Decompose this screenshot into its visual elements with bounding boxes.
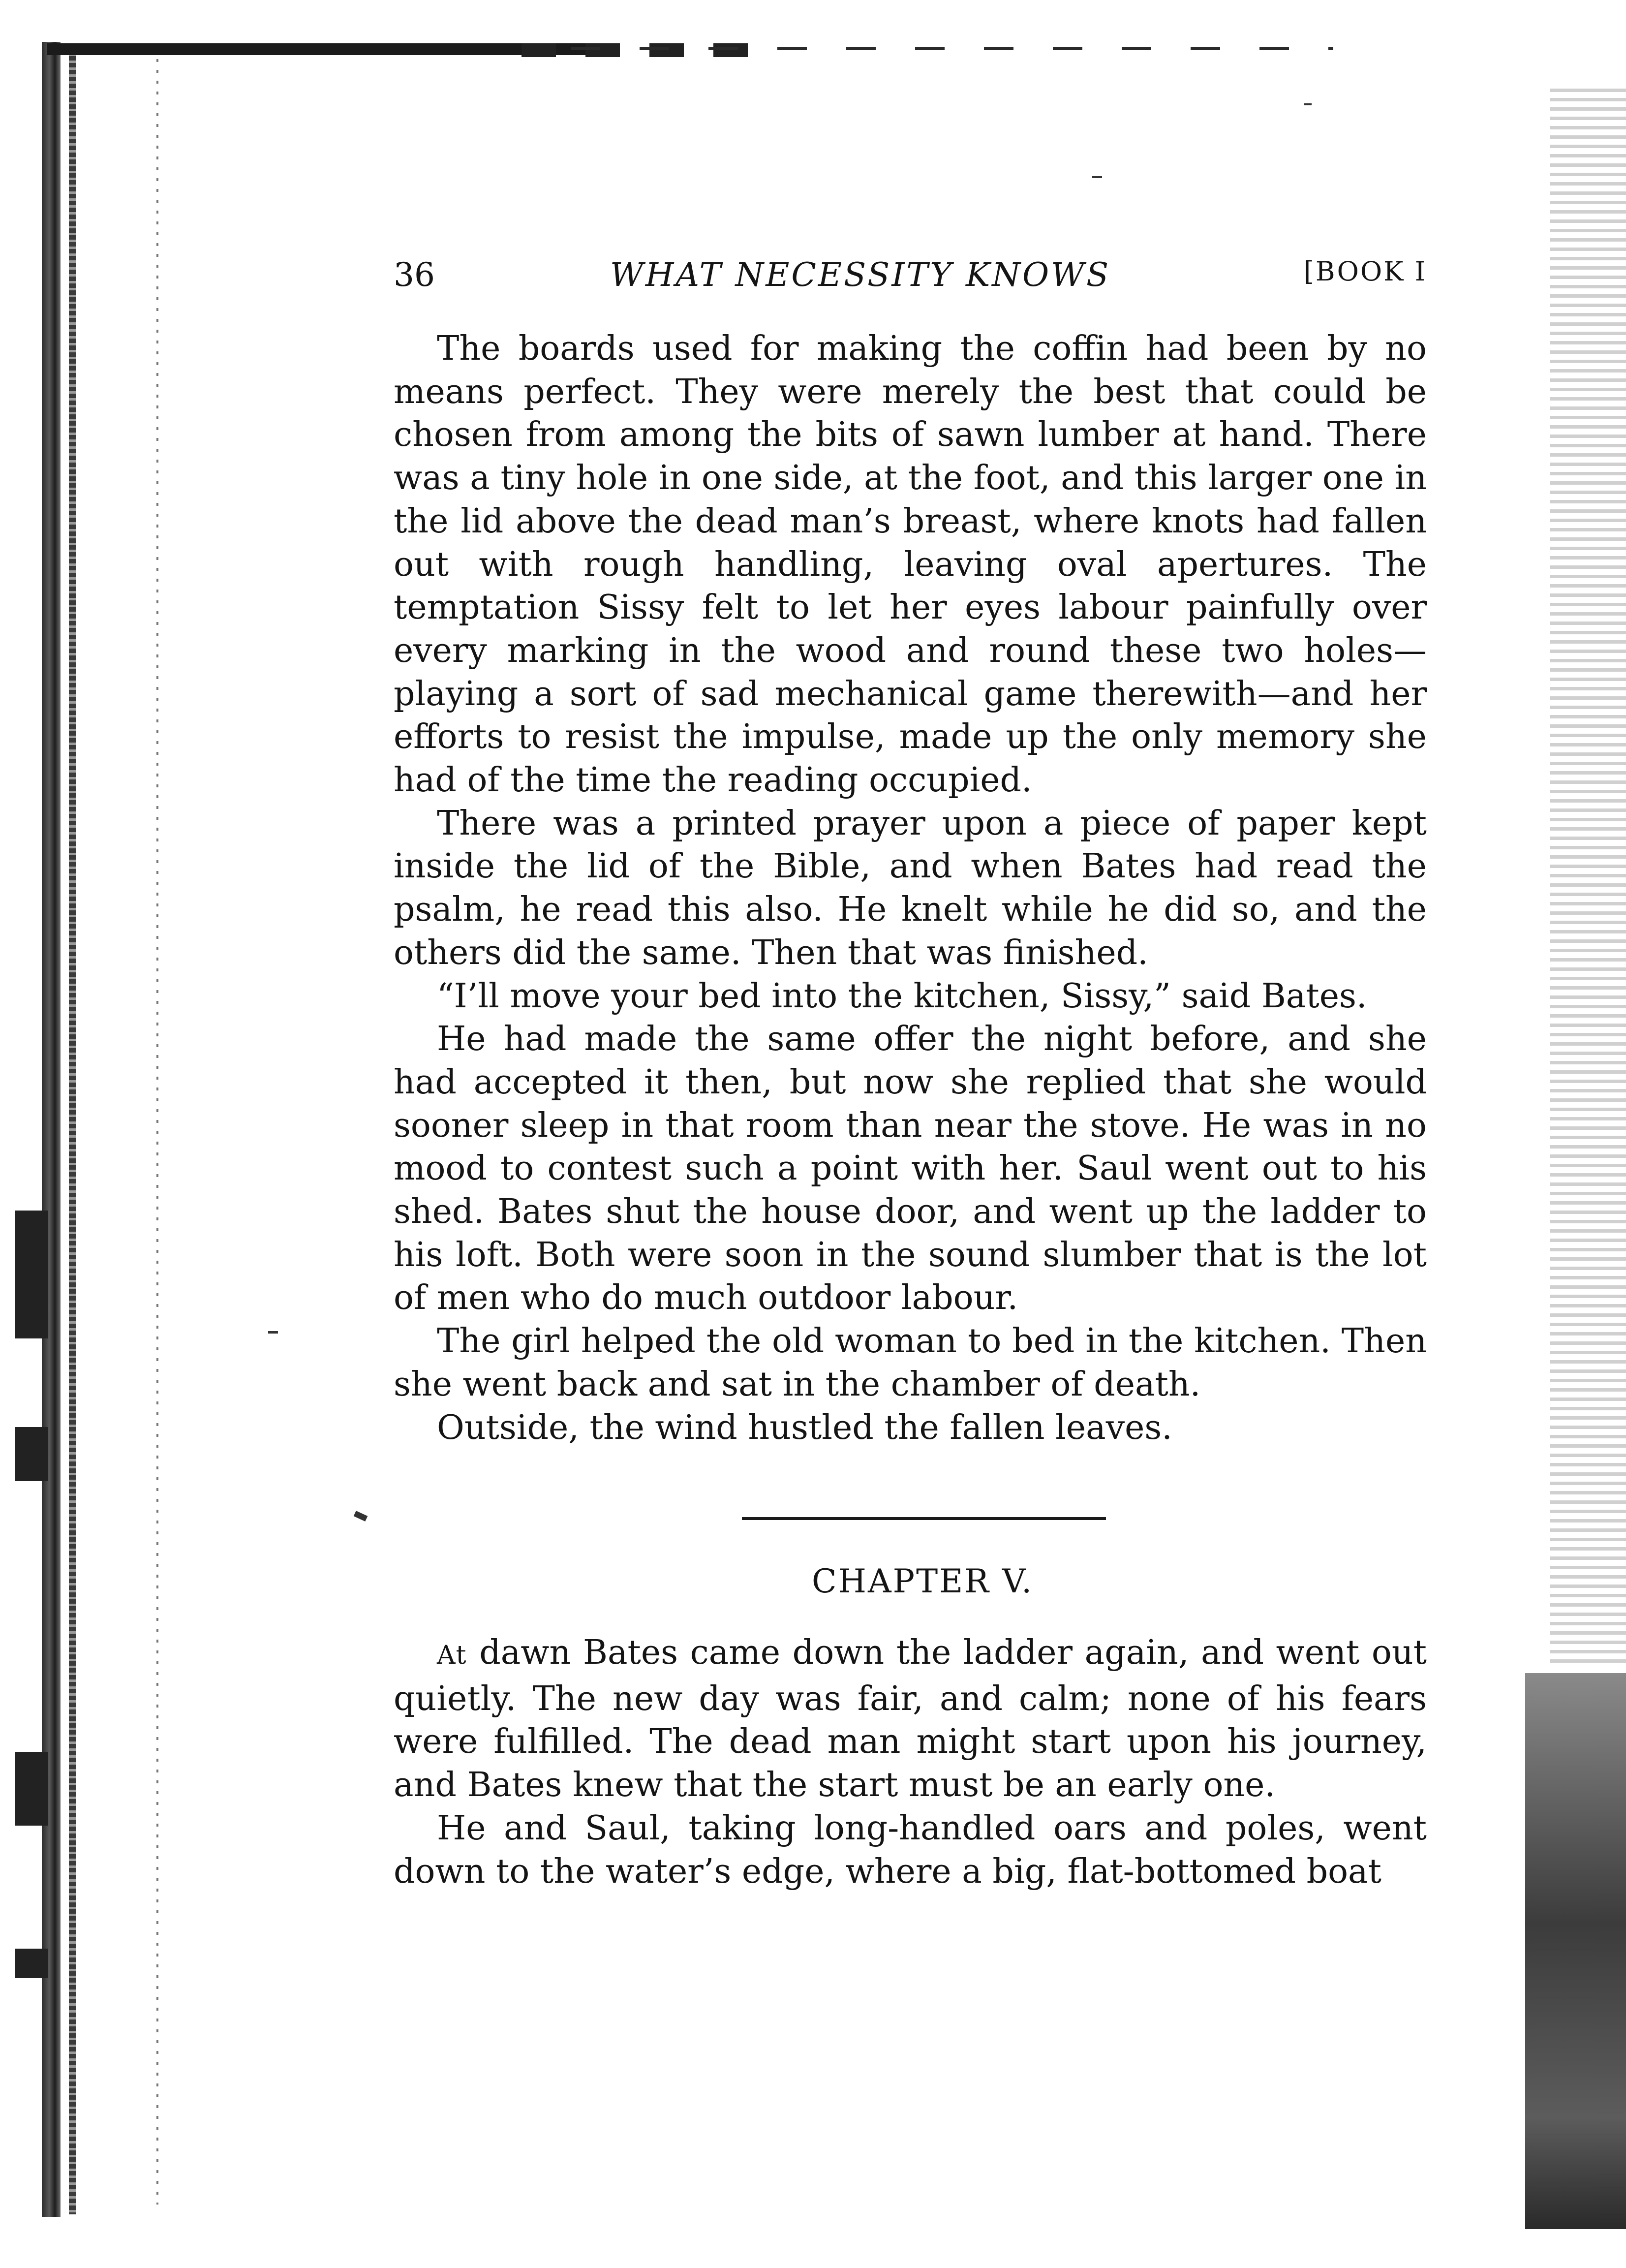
- page-binding-edge: [69, 49, 76, 2214]
- scan-fleck: [1092, 176, 1102, 178]
- scan-fleck: [354, 1511, 368, 1522]
- page-number: 36: [394, 256, 435, 294]
- left-edge-mark: [15, 1427, 48, 1481]
- paragraph: The boards used for making the coffin had been by no means perfect. They were merely the best that could be chosen from among the bits of sawn lumber at hand. There was a tiny hole in one side, at the foot, and this larger one in the lid above the dead man’s breast, where knots had fallen out with rough handling, leaving oval apertures. The temptation Sissy felt to let her eyes labour painfully over every marking in the wood and round these two holes—playing a sort of sad mechanical game therewith—and her efforts to resist the impulse, made up the only memory she had of the time the reading occupied.: [394, 329, 1427, 800]
- book-label: [BOOK I: [1303, 256, 1427, 287]
- paragraph: There was a printed prayer upon a piece of paper kept inside the lid of the Bible, and when Bates had read the psalm, he read this also. He knelt while he did so, and the others did the same. Then that was finished.: [394, 804, 1427, 972]
- paragraph: He had made the same offer the night before, and she had accepted it then, but now she replied that she would sooner sleep in that room than near the stove. He was in no mood to contest such a point with her. Saul went out to his shed. Bates shut the house door, and went up the ladder to his loft. Both were soon in the sound slumber that is the lot of men who do much outdoor labour.: [394, 1020, 1427, 1318]
- right-edge-shadow: [1525, 1673, 1626, 2229]
- paragraph-text: dawn Bates came down the ladder again, and went out quietly. The new day was fair, and calm; none of his fears were fulfilled. The dead man might start upon his journey, and Bates knew that the start must be an early one.: [394, 1633, 1427, 1805]
- chapter-heading: CHAPTER V.: [811, 1562, 1034, 1600]
- paragraph: The girl helped the old woman to bed in the kitchen. Then she went back and sat in the chamber of death.: [394, 1322, 1427, 1404]
- opening-word: At: [437, 1641, 467, 1670]
- paragraph: He and Saul, taking long-handled oars and poles, went down to the water’s edge, where a big, flat-bottomed boat: [394, 1808, 1427, 1891]
- paragraph: Outside, the wind hustled the fallen leaves.: [437, 1408, 1172, 1447]
- scan-fleck: [268, 1331, 278, 1334]
- chapter-divider-rule: [742, 1517, 1106, 1520]
- running-title: WHAT NECESSITY KNOWS: [610, 256, 1111, 294]
- right-edge-speckle: [1550, 89, 1626, 1663]
- page-margin-speckle: [156, 59, 158, 2205]
- top-edge-shadow: [47, 43, 603, 55]
- paragraph: [394, 1631, 1427, 1807]
- left-edge-mark: [15, 1211, 48, 1338]
- top-edge-marks: [522, 43, 758, 57]
- chapter-v-text: [394, 1631, 1427, 1893]
- paragraph: “I’ll move your bed into the kitchen, Sissy,” said Bates.: [437, 976, 1367, 1016]
- left-edge-mark: [15, 1752, 48, 1826]
- running-header: [394, 256, 1427, 300]
- top-edge-dashes: [571, 47, 1333, 50]
- left-edge-mark: [15, 1949, 48, 1978]
- scan-fleck: [1304, 103, 1312, 105]
- page-spine-shadow: [42, 42, 61, 2217]
- chapter-iv-ending: [394, 327, 1427, 1449]
